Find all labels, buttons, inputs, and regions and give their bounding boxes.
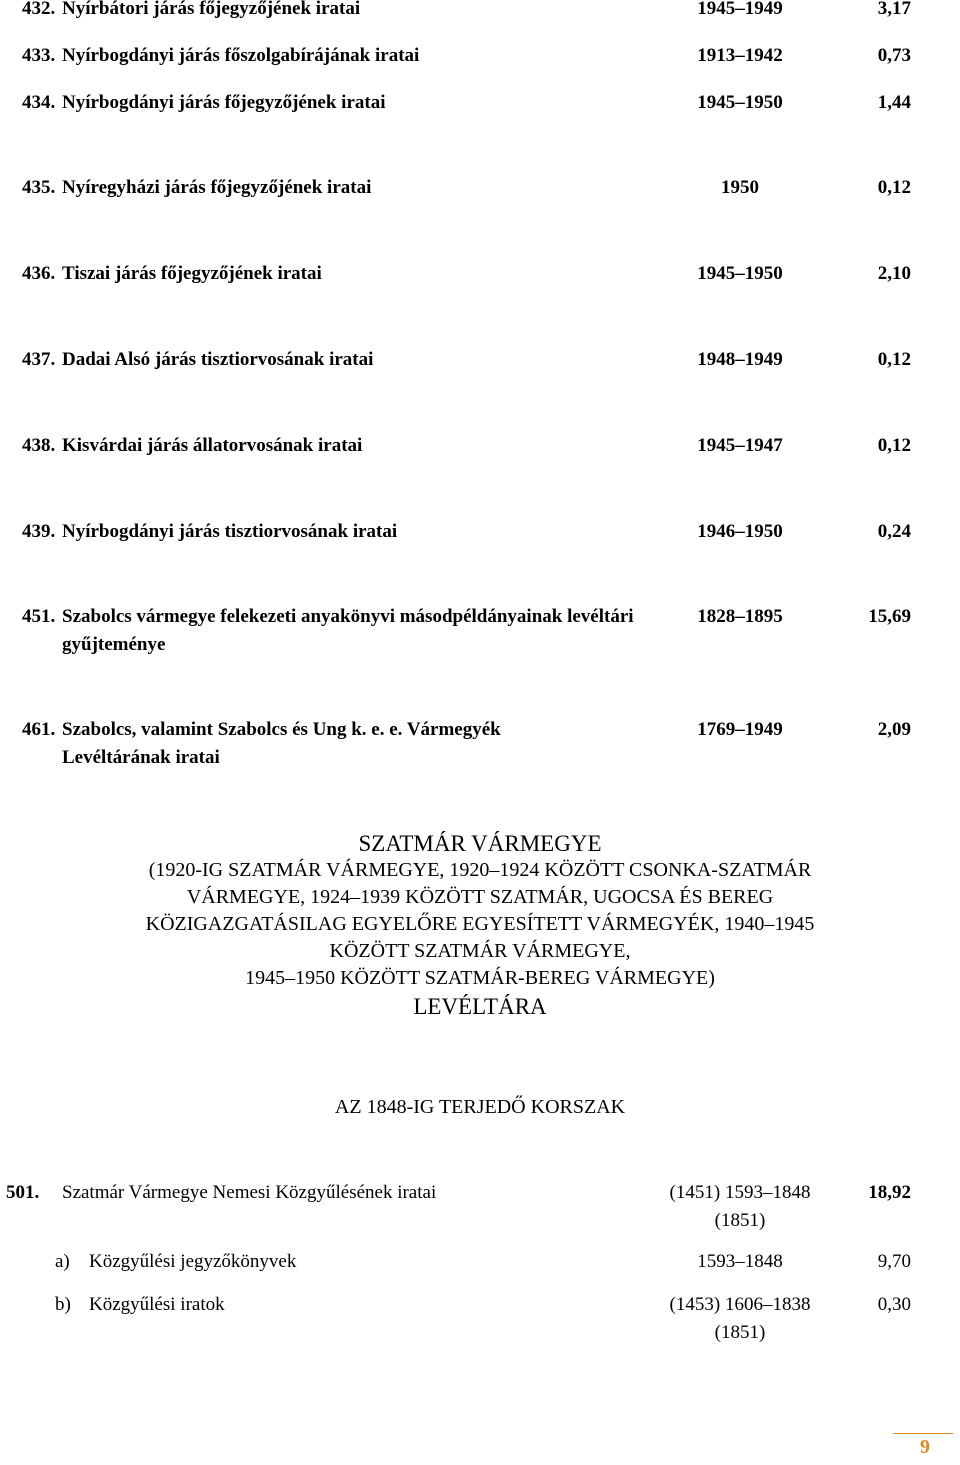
entry-number: 461. (22, 719, 56, 740)
section-subtitle-line: KÖZÖTT SZATMÁR VÁRMEGYE, (329, 940, 631, 962)
entry-number: 438. (22, 435, 56, 456)
section-title: SZATMÁR VÁRMEGYE (358, 831, 602, 856)
entry-size: 0,12 (877, 435, 911, 456)
entry-size: 18,92 (868, 1182, 911, 1203)
entry-title: Nyírbátori járás főjegyzőjének iratai (62, 0, 361, 19)
page-number-rule (893, 1433, 953, 1434)
entry-title: Kisvárdai járás állatorvosának iratai (62, 435, 363, 456)
entry-number: 436. (22, 263, 56, 284)
entry-number: 439. (22, 521, 56, 542)
entry-years-secondary: (1851) (714, 1210, 766, 1231)
entry-years: 1950 (721, 177, 759, 198)
sub-entry-size: 9,70 (877, 1251, 911, 1272)
sub-entry-size: 0,30 (877, 1294, 911, 1315)
section-subtitle-line: KÖZIGAZGATÁSILAG EGYELŐRE EGYESÍTETT VÁRMEGYÉK, 1940–1945 (145, 913, 815, 935)
entry-number: 451. (22, 606, 56, 627)
entry-years: 1945–1950 (697, 263, 783, 284)
sub-entry-letter: a) (55, 1251, 70, 1272)
period-heading: AZ 1848-IG TERJEDŐ KORSZAK (334, 1096, 626, 1118)
entry-title: Nyírbogdányi járás főszolgabírájának iratai (62, 45, 420, 66)
entry-years: 1948–1949 (697, 349, 783, 370)
entry-title: Szatmár Vármegye Nemesi Közgyűlésének iratai (62, 1182, 437, 1203)
entry-size: 3,17 (877, 0, 911, 19)
page-number: 9 (920, 1436, 930, 1458)
entry-years: 1945–1947 (697, 435, 783, 456)
entry-title: Szabolcs, valamint Szabolcs és Ung k. e. e. Vármegyék Levéltárának iratai (62, 719, 501, 768)
entry-title: Szabolcs vármegye felekezeti anyakönyvi másodpéldányainak levéltári gyűjteménye (62, 606, 634, 655)
sub-entry-title: Közgyűlési jegyzőkönyvek (89, 1251, 297, 1272)
sub-entry-title: Közgyűlési iratok (89, 1294, 225, 1315)
sub-entry-years: 1593–1848 (697, 1251, 783, 1272)
entry-title: Nyírbogdányi járás tisztiorvosának iratai (62, 521, 398, 542)
section-subtitle-line: 1945–1950 KÖZÖTT SZATMÁR-BEREG VÁRMEGYE) (245, 967, 715, 989)
entry-size: 0,12 (877, 177, 911, 198)
entry-number: 433. (22, 45, 56, 66)
entry-number: 435. (22, 177, 56, 198)
entry-size: 2,09 (877, 719, 911, 740)
entry-years: 1945–1949 (697, 0, 783, 19)
sub-entry-letter: b) (55, 1294, 71, 1315)
entry-number: 501. (6, 1182, 40, 1203)
sub-entry-years-secondary: (1851) (714, 1322, 766, 1343)
entry-title: Dadai Alsó járás tisztiorvosának iratai (62, 349, 374, 370)
entry-size: 1,44 (877, 92, 911, 113)
entry-title: Nyírbogdányi járás főjegyzőjének iratai (62, 92, 386, 113)
entry-size: 0,73 (877, 45, 911, 66)
entry-number: 432. (22, 0, 56, 19)
entry-size: 0,12 (877, 349, 911, 370)
entry-size: 0,24 (877, 521, 911, 542)
entry-number: 434. (22, 92, 56, 113)
entry-years: 1769–1949 (697, 719, 783, 740)
entry-title: Nyíregyházi járás főjegyzőjének iratai (62, 177, 372, 198)
entry-number: 437. (22, 349, 56, 370)
entry-years: 1946–1950 (697, 521, 783, 542)
entry-years: 1913–1942 (697, 45, 783, 66)
entry-years: (1451) 1593–1848 (669, 1182, 811, 1203)
entry-title: Tiszai járás főjegyzőjének iratai (62, 263, 322, 284)
section-subtitle-line: (1920-IG SZATMÁR VÁRMEGYE, 1920–1924 KÖZÖTT CSONKA-SZATMÁR (148, 859, 812, 881)
section-subtitle-line: LEVÉLTÁRA (413, 994, 547, 1019)
entry-size: 15,69 (868, 606, 911, 627)
sub-entry-years: (1453) 1606–1838 (669, 1294, 811, 1315)
entry-size: 2,10 (877, 263, 911, 284)
entry-years: 1828–1895 (697, 606, 783, 627)
entry-years: 1945–1950 (697, 92, 783, 113)
section-subtitle-line: VÁRMEGYE, 1924–1939 KÖZÖTT SZATMÁR, UGOCSA ÉS BEREG (186, 886, 774, 908)
